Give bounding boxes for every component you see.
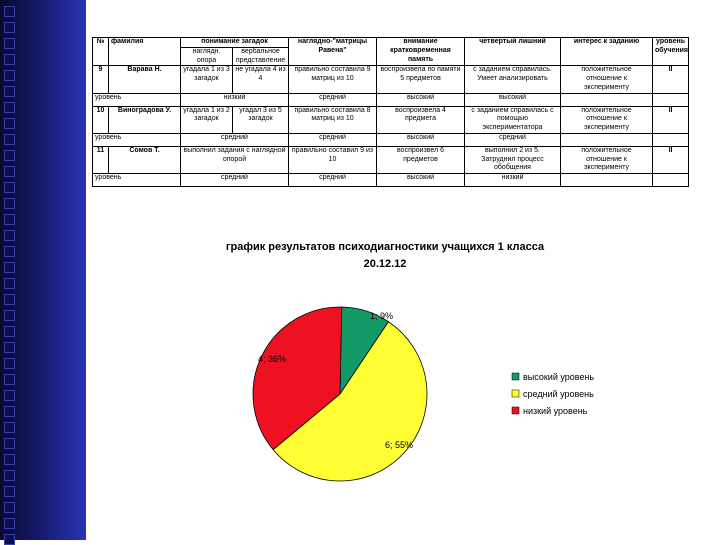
sidebar-square xyxy=(4,86,15,97)
sidebar-square xyxy=(4,310,15,321)
level-label: уровень xyxy=(93,93,181,106)
sidebar-square xyxy=(4,502,15,513)
level-empty xyxy=(561,174,653,187)
sidebar-square xyxy=(4,278,15,289)
level-value: средний xyxy=(465,133,561,146)
sidebar-square xyxy=(4,390,15,401)
sidebar-square xyxy=(4,230,15,241)
sidebar-square xyxy=(4,438,15,449)
level-value: средний xyxy=(181,174,289,187)
level-empty xyxy=(653,93,689,106)
level-value: средний xyxy=(289,174,377,187)
level-row xyxy=(93,93,689,106)
level-value: высокий xyxy=(377,133,465,146)
table-row xyxy=(93,106,689,133)
level-value: средний xyxy=(289,133,377,146)
level-value: средний xyxy=(289,93,377,106)
sidebar-square xyxy=(4,22,15,33)
level-row xyxy=(93,133,689,146)
slice-label: 4; 36% xyxy=(258,354,287,364)
cell: угадала 1 из 2 загадок xyxy=(181,106,233,133)
sidebar-decoration xyxy=(4,0,18,540)
cell: выполнил 2 из 5. Затруднил процесс обобщения xyxy=(465,146,561,173)
sidebar-square xyxy=(4,406,15,417)
legend-label: высокий уровень xyxy=(523,372,595,382)
cell: положительное отношение к эксперименту xyxy=(561,146,653,173)
sidebar-square xyxy=(4,422,15,433)
slide-sidebar xyxy=(0,0,86,540)
level-empty xyxy=(561,133,653,146)
level-empty xyxy=(653,174,689,187)
level-cell: II xyxy=(653,146,689,173)
sidebar-square xyxy=(4,118,15,129)
sidebar-square xyxy=(4,294,15,305)
level-empty xyxy=(561,93,653,106)
level-value: высокий xyxy=(377,174,465,187)
cell: с заданием справилась с помощью экспериментатора xyxy=(465,106,561,133)
sidebar-square xyxy=(4,262,15,273)
level-value: высокий xyxy=(465,93,561,106)
header-attention: внимание кратковременная память xyxy=(377,38,465,66)
sidebar-square xyxy=(4,214,15,225)
header-interest: интерес к заданию xyxy=(561,38,653,66)
cell: правильно составила 9 матриц из 10 xyxy=(289,66,377,93)
cell: положительное отношение к эксперименту xyxy=(561,106,653,133)
legend-swatch xyxy=(512,373,519,380)
slice-label: 1; 9% xyxy=(370,311,394,321)
level-value: высокий xyxy=(377,93,465,106)
table-row xyxy=(93,66,689,93)
slice-label: 6; 55% xyxy=(385,440,414,450)
student-name: Сомов Т. xyxy=(109,146,181,173)
legend-swatch xyxy=(512,407,519,414)
header-odd: четвертый лишний xyxy=(465,38,561,66)
sidebar-square xyxy=(4,246,15,257)
level-value: низкий xyxy=(465,174,561,187)
legend-swatch xyxy=(512,390,519,397)
row-num: 10 xyxy=(93,106,109,133)
cell: угадала 1 из 3 загадок xyxy=(181,66,233,93)
sidebar-square xyxy=(4,518,15,529)
header-understanding: понимание загадок xyxy=(181,38,289,48)
row-num: 9 xyxy=(93,66,109,93)
header-row xyxy=(93,38,689,48)
cell: воспроизвела по памяти 5 предметов xyxy=(377,66,465,93)
cell: с заданием справилась. Умеет анализировать xyxy=(465,66,561,93)
chart-subtitle: 20.12.12 xyxy=(363,258,407,270)
legend-label: низкий уровень xyxy=(523,406,588,416)
subheader-verbal: вербальное представление xyxy=(233,47,289,66)
sidebar-square xyxy=(4,102,15,113)
level-row xyxy=(93,174,689,187)
table-row xyxy=(93,146,689,173)
cell: не угадала 4 из 4 xyxy=(233,66,289,93)
sidebar-square xyxy=(4,454,15,465)
cell: угадал 3 из 5 загадок xyxy=(233,106,289,133)
cell: выполнил задания с наглядной опорой xyxy=(181,146,289,173)
cell: правильно составил 9 из 10 xyxy=(289,146,377,173)
level-value: низкий xyxy=(181,93,289,106)
header-level: уровень обучения xyxy=(653,38,689,66)
sidebar-square xyxy=(4,486,15,497)
level-value: средний xyxy=(181,133,289,146)
header-surname: фамилия xyxy=(109,38,181,66)
sidebar-square xyxy=(4,374,15,385)
header-num: № xyxy=(93,38,109,66)
sidebar-square xyxy=(4,70,15,81)
sidebar-square xyxy=(4,38,15,49)
header-visual: наглядно-"матрицы Равена" xyxy=(289,38,377,66)
level-label: уровень xyxy=(93,174,181,187)
sidebar-square xyxy=(4,182,15,193)
sidebar-square xyxy=(4,342,15,353)
sidebar-square xyxy=(4,358,15,369)
cell: воспроизвел 6 предметов xyxy=(377,146,465,173)
subheader-visual-support: наглядн. опора xyxy=(181,47,233,66)
pie-chart xyxy=(90,228,720,540)
sidebar-square xyxy=(4,470,15,481)
sidebar-square xyxy=(4,198,15,209)
sidebar-square xyxy=(4,6,15,17)
sidebar-square xyxy=(4,54,15,65)
level-empty xyxy=(653,133,689,146)
legend-label: средний уровень xyxy=(523,389,594,399)
row-num: 11 xyxy=(93,146,109,173)
level-cell: II xyxy=(653,66,689,93)
chart-title: график результатов психодиагностики учащихся 1 класса xyxy=(225,241,545,253)
level-cell: II xyxy=(653,106,689,133)
cell: воспроизвела 4 предмета xyxy=(377,106,465,133)
results-table xyxy=(92,37,689,187)
sidebar-square xyxy=(4,166,15,177)
cell: положительное отношение к эксперименту xyxy=(561,66,653,93)
sidebar-square xyxy=(4,150,15,161)
student-name: Варава Н. xyxy=(109,66,181,93)
cell: правильно составила 8 матриц из 10 xyxy=(289,106,377,133)
sidebar-square xyxy=(4,326,15,337)
pie-chart-area xyxy=(90,228,720,540)
sidebar-square xyxy=(4,134,15,145)
student-name: Виноградова У. xyxy=(109,106,181,133)
level-label: уровень xyxy=(93,133,181,146)
